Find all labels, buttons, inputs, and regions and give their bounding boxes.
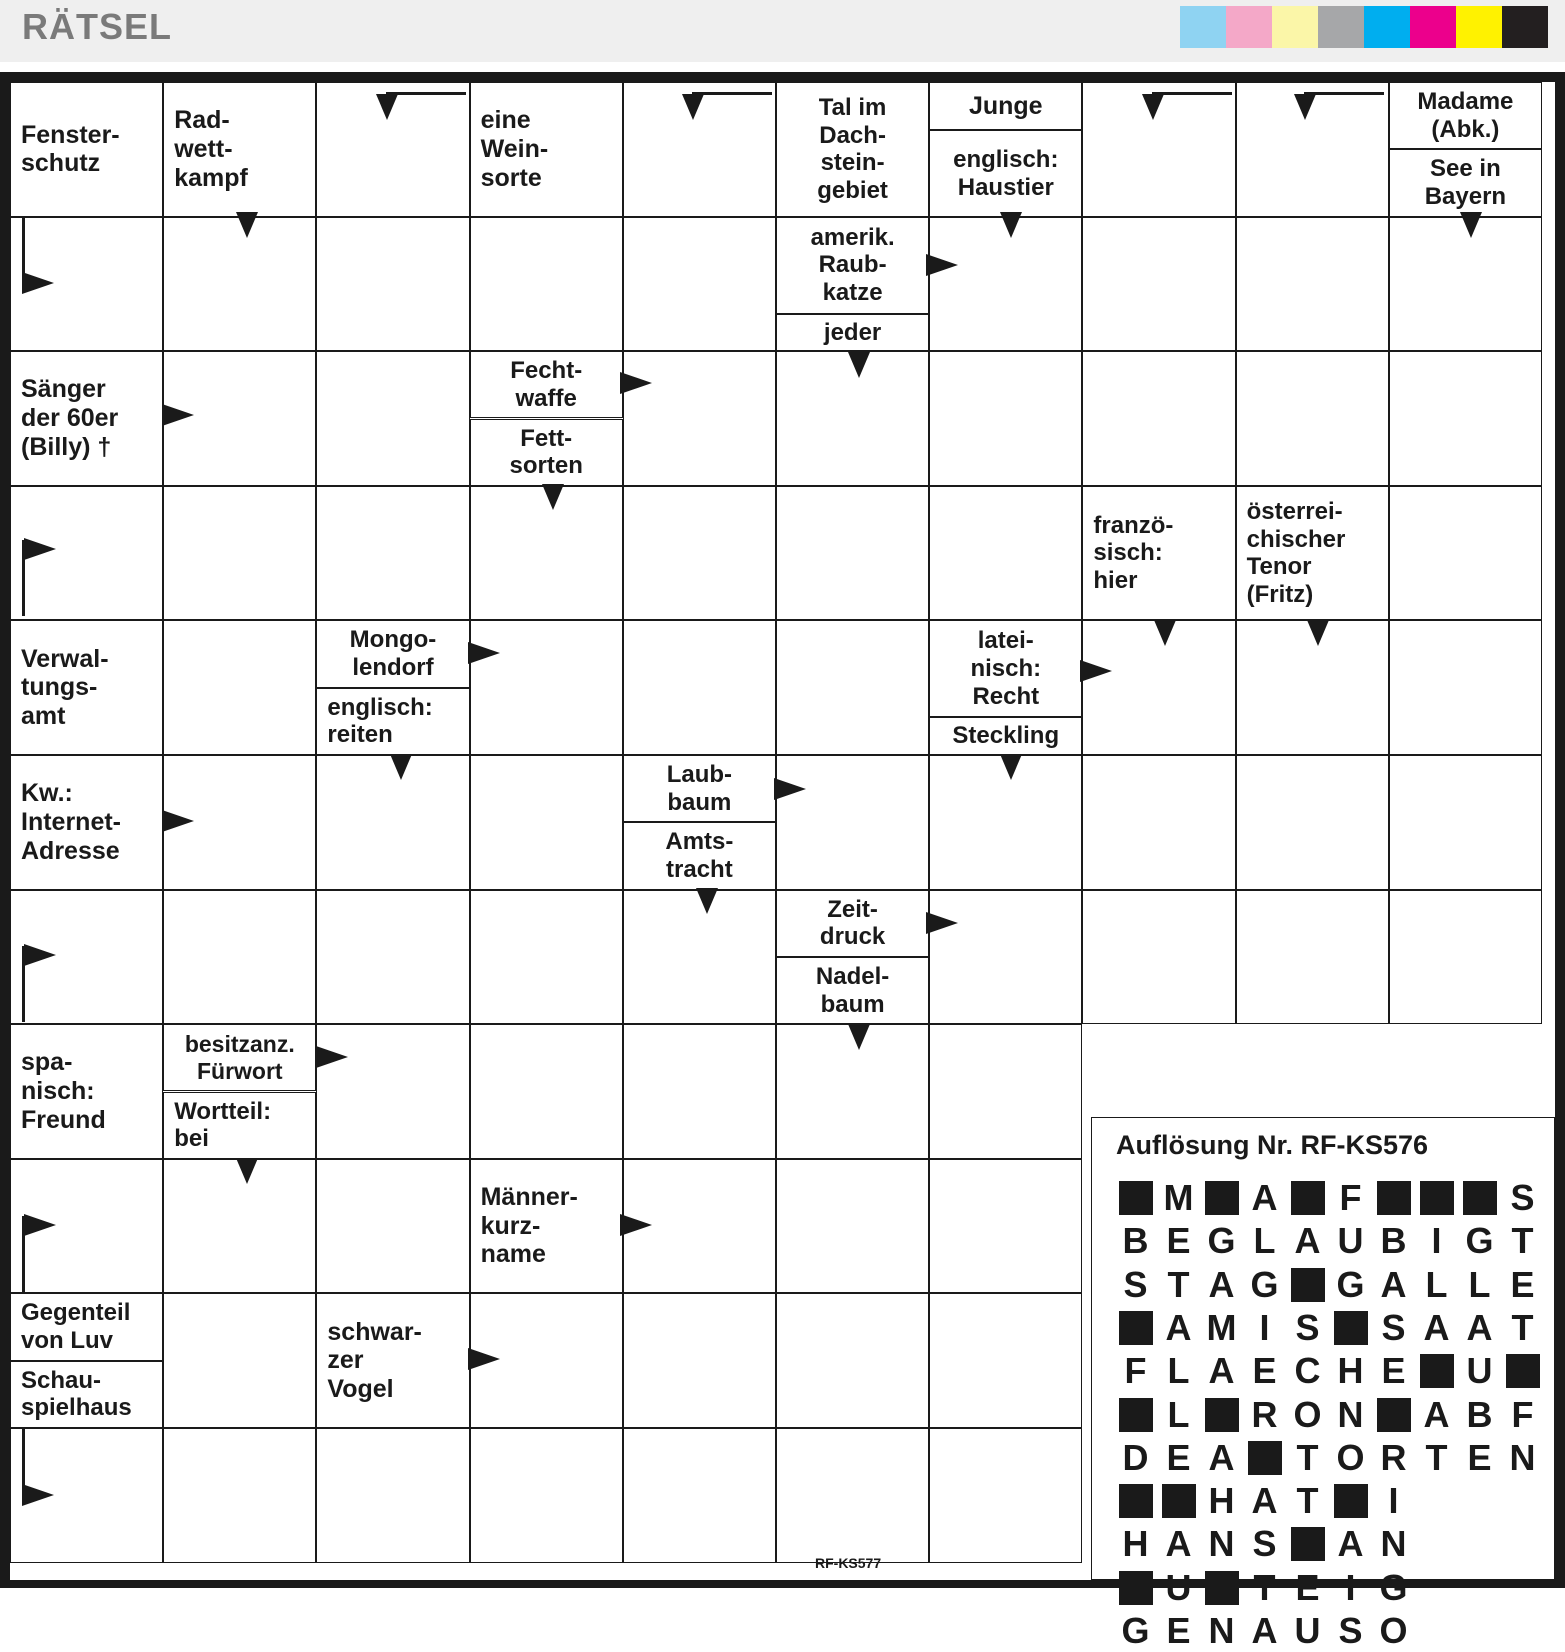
clue-internetadresse: Kw.: Internet- Adresse (10, 755, 163, 890)
solution-letter: G (1250, 1263, 1279, 1305)
solution-letter: E (1510, 1263, 1535, 1305)
arrow-right-icon (316, 1046, 348, 1068)
solution-row-8 (1114, 1481, 1544, 1521)
color-swatch-8 (1502, 6, 1548, 48)
color-swatch-7 (1456, 6, 1502, 48)
solution-letter: U (1337, 1220, 1364, 1262)
arrow-right-icon (620, 372, 652, 394)
color-calibration-strip (1180, 6, 1548, 48)
clue-fechtwaffe: Fecht- waffe (470, 351, 623, 418)
solution-letter: E (1166, 1436, 1191, 1478)
clue-haustier: englisch: Haustier (929, 130, 1082, 216)
answer-cell-r3-c10[interactable] (1389, 351, 1542, 486)
color-swatch-5 (1364, 6, 1410, 48)
arrow-down-icon (1000, 754, 1022, 780)
clue-weinsorte: eine Wein- sorte (470, 82, 623, 217)
clue-laubbaum: Laub- baum (623, 755, 776, 822)
answer-cell-r2-c4[interactable] (470, 217, 623, 352)
answer-cell-r4-c2[interactable] (163, 486, 316, 621)
answer-cell-r6-c6[interactable] (776, 755, 929, 890)
solution-black-square (1157, 1481, 1200, 1521)
answer-cell-r4-c10[interactable] (1389, 486, 1542, 621)
solution-letter: F (1511, 1393, 1534, 1435)
solution-letter: G (1465, 1220, 1494, 1262)
solution-title: Auflösung Nr. RF-KS576 (1116, 1130, 1429, 1160)
solution-letter: A (1165, 1523, 1192, 1565)
solution-letter: I (1388, 1480, 1399, 1522)
arrow-right-icon (1080, 660, 1112, 682)
answer-cell-r11-c6[interactable] (776, 1428, 929, 1563)
solution-letter: G (1121, 1610, 1150, 1651)
arrow-down-icon (848, 352, 870, 378)
answer-cell-r11-c2[interactable] (163, 1428, 316, 1563)
answer-cell-r11-c5[interactable] (623, 1428, 776, 1563)
color-swatch-4 (1318, 6, 1364, 48)
answer-cell-r4-c5[interactable] (623, 486, 776, 621)
clue-tenor: österrei- chischer Tenor (Fritz) (1236, 486, 1389, 621)
solution-black-square (1372, 1395, 1415, 1435)
solution-letter: U (1294, 1610, 1321, 1651)
solution-letter: A (1251, 1480, 1278, 1522)
solution-letter: S (1338, 1610, 1363, 1651)
answer-cell-r7-c4[interactable] (470, 890, 623, 1025)
solution-letter: F (1339, 1177, 1362, 1218)
solution-letter: S (1252, 1523, 1277, 1565)
answer-cell-r6-c10[interactable] (1389, 755, 1542, 890)
solution-black-square (1501, 1351, 1544, 1391)
answer-cell-r4-c6[interactable] (776, 486, 929, 621)
solution-letter (1501, 1611, 1544, 1651)
solution-black-square (1114, 1178, 1157, 1218)
solution-letter (1458, 1481, 1501, 1521)
clue-reiten: englisch: reiten (316, 688, 469, 755)
solution-black-square (1243, 1438, 1286, 1478)
solution-black-square (1415, 1178, 1458, 1218)
solution-letter: S (1381, 1306, 1406, 1348)
answer-cell-r5-c4[interactable] (470, 620, 623, 755)
solution-letter: L (1167, 1350, 1190, 1392)
solution-letter: C (1294, 1350, 1321, 1392)
arrow-down-icon (696, 888, 718, 914)
arrow-down-icon (848, 1024, 870, 1050)
solution-letter: N (1208, 1523, 1235, 1565)
solution-letter: A (1251, 1177, 1278, 1218)
answer-cell-r6-c8[interactable] (1082, 755, 1235, 890)
answer-cell-r2-c3[interactable] (316, 217, 469, 352)
solution-letter: R (1380, 1436, 1407, 1478)
solution-letter (1458, 1611, 1501, 1651)
solution-letter: B (1466, 1393, 1493, 1435)
arrow-right-icon (468, 642, 500, 664)
clue-bei: Wortteil: bei (163, 1092, 316, 1159)
answer-cell-r3-c8[interactable] (1082, 351, 1235, 486)
solution-letter: F (1124, 1350, 1147, 1392)
clue-fuerwort: besitzanz. Fürwort (163, 1024, 316, 1091)
clue-steckling: Steckling (929, 717, 1082, 755)
clue-recht: latei- nisch: Recht (929, 620, 1082, 717)
answer-cell-r5-c6[interactable] (776, 620, 929, 755)
solution-letter: A (1337, 1523, 1364, 1565)
answer-cell-r8-c7[interactable] (929, 1024, 1082, 1159)
solution-letter: T (1511, 1220, 1534, 1262)
arrow-down-icon (1154, 620, 1176, 646)
solution-letter: I (1345, 1566, 1356, 1608)
solution-letter: M (1206, 1306, 1237, 1348)
solution-letter: L (1167, 1393, 1190, 1435)
solution-letter: E (1252, 1350, 1277, 1392)
answer-cell-r9-c6[interactable] (776, 1159, 929, 1294)
solution-black-square (1114, 1395, 1157, 1435)
answer-cell-r8-c4[interactable] (470, 1024, 623, 1159)
solution-black-square (1415, 1351, 1458, 1391)
answer-cell-r2-c8[interactable] (1082, 217, 1235, 352)
solution-letter: M (1163, 1177, 1194, 1218)
clue-tal: Tal im Dach- stein- gebiet (776, 82, 929, 217)
solution-letter: L (1425, 1263, 1448, 1305)
answer-cell-r7-c3[interactable] (316, 890, 469, 1025)
solution-row-9 (1114, 1524, 1544, 1564)
clue-mongolendorf: Mongo- lendorf (316, 620, 469, 687)
page-title: RÄTSEL (22, 6, 172, 47)
solution-black-square (1200, 1395, 1243, 1435)
clue-radwettkampf: Rad- wett- kampf (163, 82, 316, 217)
clue-fettsorten: Fett- sorten (470, 419, 623, 486)
solution-letter: A (1208, 1350, 1235, 1392)
answer-cell-r8-c3[interactable] (316, 1024, 469, 1159)
answer-cell-r7-c8[interactable] (1082, 890, 1235, 1025)
puzzle-code: RF-KS577 (815, 1555, 882, 1571)
answer-cell-r9-c7[interactable] (929, 1159, 1082, 1294)
answer-cell-r7-c9[interactable] (1236, 890, 1389, 1025)
solution-letter: T (1167, 1263, 1190, 1305)
answer-cell-r11-c4[interactable] (470, 1428, 623, 1563)
solution-letter: N (1380, 1523, 1407, 1565)
answer-cell-r11-c7[interactable] (929, 1428, 1082, 1563)
arrow-right-icon (162, 404, 194, 426)
solution-black-square (1286, 1265, 1329, 1305)
answer-cell-r4-c7[interactable] (929, 486, 1082, 621)
solution-letter (1501, 1524, 1544, 1564)
answer-cell-r4-c3[interactable] (316, 486, 469, 621)
solution-letter: T (1511, 1306, 1534, 1348)
solution-letter (1415, 1481, 1458, 1521)
solution-letter: S (1295, 1306, 1320, 1348)
solution-black-square (1329, 1481, 1372, 1521)
answer-cell-r7-c2[interactable] (163, 890, 316, 1025)
solution-row-3 (1114, 1265, 1544, 1305)
solution-black-square (1286, 1524, 1329, 1564)
clue-fensterschutz: Fenster- schutz (10, 82, 163, 217)
solution-letter: E (1166, 1220, 1191, 1262)
solution-letter: N (1337, 1393, 1364, 1435)
solution-letter: A (1251, 1610, 1278, 1651)
color-swatch-2 (1226, 6, 1272, 48)
clue-junge: Junge (929, 82, 1082, 130)
clue-vogel: schwar- zer Vogel (316, 1293, 469, 1428)
clue-freund: spa- nisch: Freund (10, 1024, 163, 1159)
clue-madame: Madame (Abk.) (1389, 82, 1542, 149)
clue-zeitdruck: Zeit- druck (776, 890, 929, 957)
solution-letter: E (1381, 1350, 1406, 1392)
solution-letter: A (1208, 1263, 1235, 1305)
solution-letter: S (1123, 1263, 1148, 1305)
solution-letter: H (1208, 1480, 1235, 1522)
solution-letter: O (1336, 1436, 1365, 1478)
arrow-down-icon (542, 484, 564, 510)
arrow-right-icon (926, 254, 958, 276)
color-swatch-1 (1180, 6, 1226, 48)
solution-row-6 (1114, 1395, 1544, 1435)
clue-luv: Gegenteil von Luv (10, 1293, 163, 1360)
solution-letter (1415, 1524, 1458, 1564)
solution-letter (1458, 1524, 1501, 1564)
solution-letter: A (1466, 1306, 1493, 1348)
solution-letter: L (1253, 1220, 1276, 1262)
arrow-down-icon (1000, 212, 1022, 238)
arrow-right-icon (468, 1348, 500, 1370)
answer-cell-r7-c7[interactable] (929, 890, 1082, 1025)
solution-row-1 (1114, 1178, 1544, 1218)
answer-cell-r5-c10[interactable] (1389, 620, 1542, 755)
solution-black-square (1200, 1178, 1243, 1218)
solution-letter (1415, 1611, 1458, 1651)
solution-letter: B (1122, 1220, 1149, 1262)
solution-letter: O (1379, 1610, 1408, 1651)
arrow-right-icon (926, 912, 958, 934)
top-bar (0, 0, 1565, 62)
answer-cell-r8-c5[interactable] (623, 1024, 776, 1159)
solution-letter: H (1337, 1350, 1364, 1392)
solution-letter: A (1423, 1306, 1450, 1348)
clue-schauspielhaus: Schau- spielhaus (10, 1361, 163, 1428)
clue-nadelbaum: Nadel- baum (776, 957, 929, 1024)
clue-raubkatze: amerik. Raub- katze (776, 217, 929, 314)
solution-letter: D (1122, 1436, 1149, 1478)
answer-cell-r3-c3[interactable] (316, 351, 469, 486)
clue-saenger: Sänger der 60er (Billy) † (10, 351, 163, 486)
answer-cell-r10-c2[interactable] (163, 1293, 316, 1428)
arrow-down-icon (1307, 620, 1329, 646)
solution-black-square (1458, 1178, 1501, 1218)
solution-letter: N (1509, 1436, 1536, 1478)
answer-cell-r10-c5[interactable] (623, 1293, 776, 1428)
arrow-down-icon (390, 754, 412, 780)
arrow-down-icon (1460, 212, 1482, 238)
solution-letter: L (1468, 1263, 1491, 1305)
solution-letter (1501, 1481, 1544, 1521)
solution-row-11 (1114, 1611, 1544, 1651)
solution-letter: G (1379, 1566, 1408, 1608)
arrow-right-icon (774, 778, 806, 800)
clue-verwaltungsamt: Verwal- tungs- amt (10, 620, 163, 755)
clue-amtstracht: Amts- tracht (623, 822, 776, 889)
answer-cell-r11-c3[interactable] (316, 1428, 469, 1563)
solution-black-square (1114, 1308, 1157, 1348)
solution-letter: E (1295, 1566, 1320, 1608)
solution-black-square (1286, 1178, 1329, 1218)
solution-panel (1091, 1117, 1555, 1651)
answer-cell-r10-c7[interactable] (929, 1293, 1082, 1428)
answer-cell-r3-c9[interactable] (1236, 351, 1389, 486)
solution-row-4 (1114, 1308, 1544, 1348)
color-swatch-6 (1410, 6, 1456, 48)
answer-cell-r6-c4[interactable] (470, 755, 623, 890)
solution-letter: A (1380, 1263, 1407, 1305)
clue-hier: franzö- sisch: hier (1082, 486, 1235, 621)
arrow-down-icon (236, 212, 258, 238)
solution-black-square (1114, 1481, 1157, 1521)
solution-row-7 (1114, 1438, 1544, 1478)
clue-maennerkurzname: Männer- kurz- name (470, 1159, 623, 1294)
solution-letter: O (1293, 1393, 1322, 1435)
arrow-right-icon (162, 810, 194, 832)
solution-letter: A (1423, 1393, 1450, 1435)
solution-letter: A (1165, 1306, 1192, 1348)
solution-letter: A (1294, 1220, 1321, 1262)
solution-letter: T (1425, 1436, 1448, 1478)
solution-row-2 (1114, 1221, 1544, 1261)
answer-cell-r5-c5[interactable] (623, 620, 776, 755)
answer-cell-r2-c5[interactable] (623, 217, 776, 352)
answer-cell-r9-c3[interactable] (316, 1159, 469, 1294)
solution-letter: S (1510, 1177, 1535, 1218)
solution-letter: U (1165, 1566, 1192, 1608)
solution-letter: N (1208, 1610, 1235, 1651)
solution-letter: B (1380, 1220, 1407, 1262)
solution-letter: A (1208, 1436, 1235, 1478)
solution-letter: I (1431, 1220, 1442, 1262)
answer-cell-r3-c7[interactable] (929, 351, 1082, 486)
answer-cell-r2-c9[interactable] (1236, 217, 1389, 352)
solution-letter: G (1336, 1263, 1365, 1305)
solution-letter: E (1467, 1436, 1492, 1478)
solution-black-square (1372, 1178, 1415, 1218)
clue-jeder: jeder (776, 314, 929, 352)
clue-see: See in Bayern (1389, 149, 1542, 216)
arrow-down-icon (236, 1158, 258, 1184)
crossword-board (10, 82, 1555, 1651)
answer-cell-r7-c10[interactable] (1389, 890, 1542, 1025)
solution-letter: G (1207, 1220, 1236, 1262)
solution-row-5 (1114, 1351, 1544, 1391)
solution-letter: R (1251, 1393, 1278, 1435)
solution-black-square (1329, 1308, 1372, 1348)
solution-letter: T (1296, 1436, 1319, 1478)
solution-letter: H (1122, 1523, 1149, 1565)
color-swatch-3 (1272, 6, 1318, 48)
solution-letter: T (1296, 1480, 1319, 1522)
answer-cell-r10-c6[interactable] (776, 1293, 929, 1428)
solution-letter: T (1253, 1566, 1276, 1608)
solution-letter: I (1259, 1306, 1270, 1348)
arrow-right-icon (620, 1214, 652, 1236)
solution-letter: E (1166, 1610, 1191, 1651)
solution-letter: U (1466, 1350, 1493, 1392)
answer-cell-r5-c2[interactable] (163, 620, 316, 755)
answer-cell-r6-c9[interactable] (1236, 755, 1389, 890)
